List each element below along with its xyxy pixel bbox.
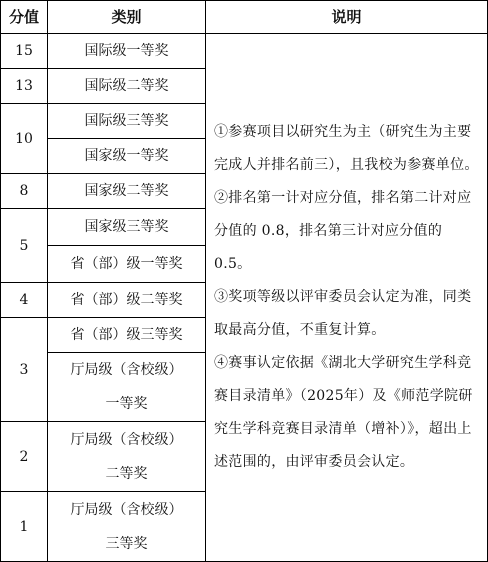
note-item: ①参赛项目以研究生为主（研究生为主要完成人并排名前三），且我校为参赛单位。 bbox=[214, 124, 479, 173]
category-line: 厅局级（含校级） bbox=[70, 431, 183, 448]
category-cell: 国际级二等奖 bbox=[48, 69, 206, 104]
category-line: 一等奖 bbox=[105, 396, 148, 412]
category-cell: 国际级一等奖 bbox=[48, 34, 206, 69]
category-cell: 国家级一等奖 bbox=[48, 139, 206, 174]
category-line: 二等奖 bbox=[105, 465, 148, 482]
score-cell: 1 bbox=[1, 492, 48, 562]
category-cell: 国家级二等奖 bbox=[48, 174, 206, 209]
header-notes: 说明 bbox=[206, 1, 488, 34]
category-line: 厅局级（含校级） bbox=[70, 501, 183, 518]
header-score: 分值 bbox=[1, 1, 48, 34]
category-cell: 省（部）级三等奖 bbox=[48, 318, 206, 353]
category-cell bbox=[48, 422, 206, 492]
category-cell: 国家级三等奖 bbox=[48, 209, 206, 246]
score-cell: 15 bbox=[1, 34, 48, 69]
score-cell: 10 bbox=[1, 104, 48, 174]
score-cell: 5 bbox=[1, 209, 48, 283]
category-cell bbox=[48, 492, 206, 562]
notes-cell bbox=[206, 34, 488, 562]
category-line: 厅局级（含校级） bbox=[70, 362, 183, 378]
score-cell: 3 bbox=[1, 318, 48, 422]
table-row bbox=[1, 34, 488, 69]
note-item: ④赛事认定依据《湖北大学研究生学科竞赛目录清单》（2025年）及《师范学院研究生学科竞赛目录清单（增补）》，超出上述范围的，由评审委员会认定。 bbox=[214, 355, 473, 470]
category-cell: 国际级三等奖 bbox=[48, 104, 206, 139]
table-header-row bbox=[1, 1, 488, 34]
score-cell: 4 bbox=[1, 283, 48, 318]
note-item: ③奖项等级以评审委员会认定为准，同类取最高分值，不重复计算。 bbox=[214, 289, 472, 338]
category-line: 三等奖 bbox=[105, 535, 148, 552]
category-cell: 省（部）级一等奖 bbox=[48, 246, 206, 283]
score-cell: 8 bbox=[1, 174, 48, 209]
category-cell bbox=[48, 353, 206, 422]
score-cell: 13 bbox=[1, 69, 48, 104]
header-category: 类别 bbox=[48, 1, 206, 34]
category-cell: 省（部）级二等奖 bbox=[48, 283, 206, 318]
note-item: ②排名第一计对应分值，排名第二计对应分值的 0.8，排名第三计对应分值的 0.5。 bbox=[214, 190, 472, 272]
score-cell: 2 bbox=[1, 422, 48, 492]
